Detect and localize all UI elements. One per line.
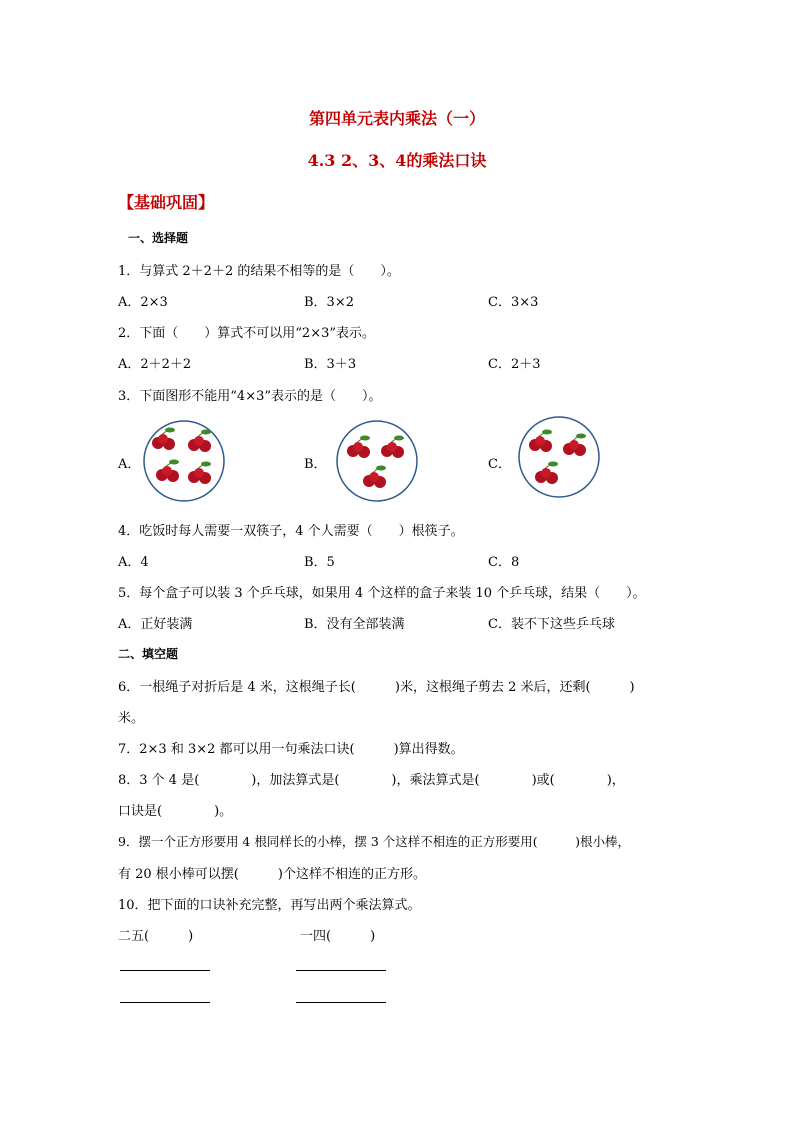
question-8-line-2: 口诀是( )。 <box>118 804 233 819</box>
question-9-line-2: 有 20 根小棒可以摆( )个这样不相连的正方形。 <box>118 867 426 882</box>
question-2: 2．下面（ ）算式不可以用“2×3”表示。 <box>118 326 375 341</box>
question-7: 7．2×3 和 3×2 都可以用一句乘法口诀( )算出得数。 <box>118 742 464 757</box>
q1-option-c: C．3×3 <box>488 295 539 310</box>
question-3: 3．下面图形不能用“4×3”表示的是（ ）。 <box>118 389 382 404</box>
question-1: 1．与算式 2＋2＋2 的结果不相等的是（ ）。 <box>118 264 400 279</box>
q2-option-c: C．2＋3 <box>488 357 541 372</box>
section-label: 【基础巩固】 <box>118 193 215 212</box>
part1-heading: 一、选择题 <box>128 231 189 245</box>
question-6-line-2: 米。 <box>118 711 145 726</box>
q2-option-b: B．3＋3 <box>304 357 357 372</box>
q3-option-b: B． <box>304 457 327 472</box>
q5-option-a: A．正好装满 <box>118 617 193 632</box>
question-4: 4．吃饭时每人需要一双筷子，4 个人需要（ ）根筷子。 <box>118 524 464 539</box>
cherry-plate-a-image <box>142 419 226 503</box>
q5-option-c: C．装不下这些乒乓球 <box>488 617 615 632</box>
q4-option-a: A．4 <box>118 555 149 570</box>
lesson-title: 4.3 2、3、4的乘法口诀 <box>307 151 487 170</box>
q5-option-b: B．没有全部装满 <box>304 617 405 632</box>
q1-option-a: A．2×3 <box>118 295 168 310</box>
question-9-line-1: 9．摆一个正方形要用 4 根同样长的小棒，摆 3 个这样不相连的正方形要用( )根小棒， <box>118 834 631 849</box>
question-6-line-1: 6．一根绳子对折后是 4 米，这根绳子长( )米，这根绳子剪去 2 米后，还剩( ) <box>118 680 635 695</box>
q4-option-b: B．5 <box>304 555 335 570</box>
q2-option-a: A．2＋2＋2 <box>118 357 192 372</box>
answer-line[interactable] <box>120 970 210 971</box>
question-5: 5．每个盒子可以装 3 个乒乓球，如果用 4 个这样的盒子来装 10 个乒乓球，结果（ ）。 <box>118 586 646 601</box>
q3-option-a: A． <box>118 457 141 472</box>
q10-item-1: 二五( ) <box>118 929 194 944</box>
unit-title: 第四单元表内乘法（一） <box>308 109 485 128</box>
answer-line[interactable] <box>296 1002 386 1003</box>
q10-item-2: 一四( ) <box>300 929 376 944</box>
cherry-plate-c-image <box>517 415 601 499</box>
part2-heading: 二、填空题 <box>118 647 179 661</box>
answer-line[interactable] <box>296 970 386 971</box>
cherry-plate-b-image <box>335 419 419 503</box>
q3-option-c: C． <box>488 457 511 472</box>
question-8-line-1: 8．3 个 4 是( )，加法算式是( )，乘法算式是( )或( )， <box>118 773 625 788</box>
question-10: 10．把下面的口诀补充完整，再写出两个乘法算式。 <box>118 898 421 913</box>
q4-option-c: C．8 <box>488 555 520 570</box>
answer-line[interactable] <box>120 1002 210 1003</box>
q1-option-b: B．3×2 <box>304 295 354 310</box>
